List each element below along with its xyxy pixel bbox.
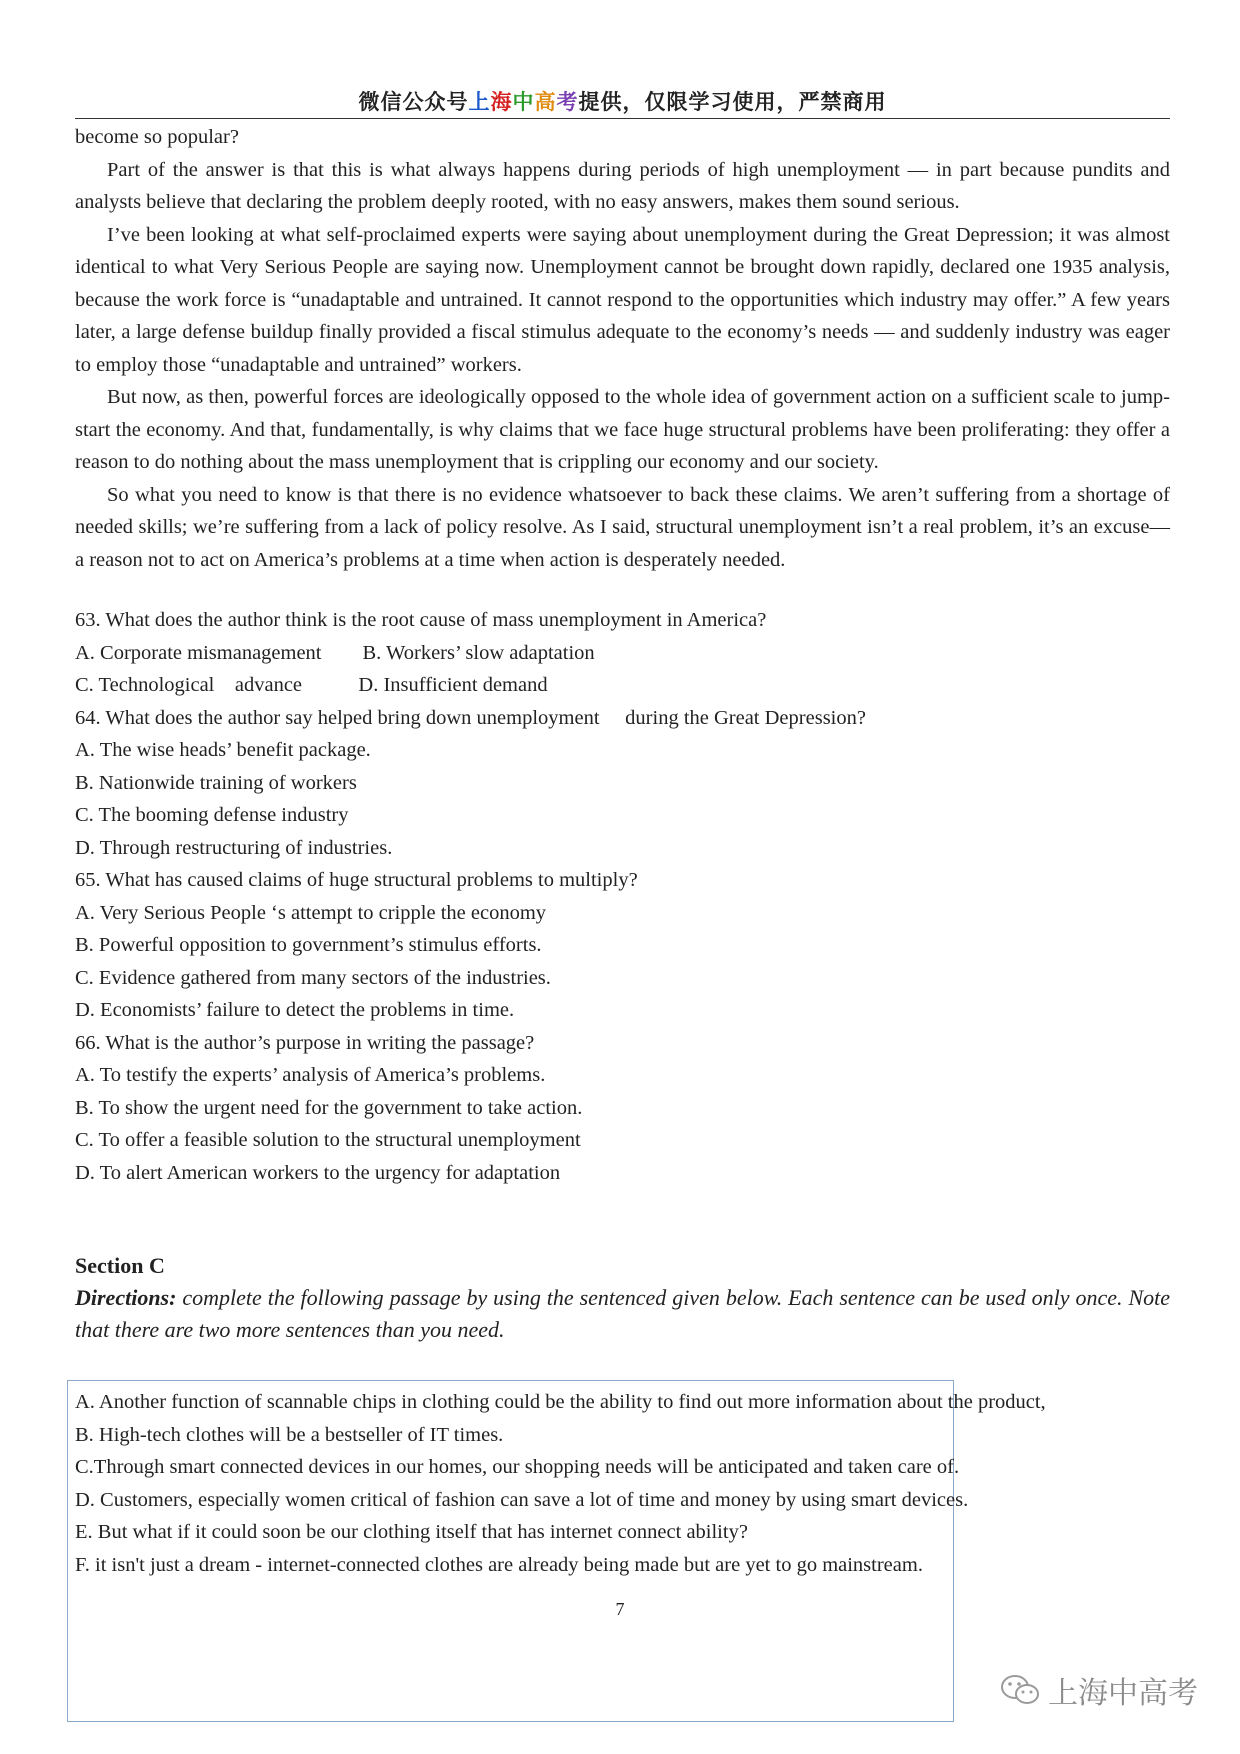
header-brand-char-2: 海: [490, 90, 513, 114]
passage-paragraph: Part of the answer is that this is what always happens during periods of high unemployment — in part because pundits and analysts believe that declaring the problem deeply rooted, with no easy answers, makes them sound serious.: [75, 158, 1170, 213]
question-stem-63: 63. What does the author think is the root cause of mass unemployment in America?: [75, 609, 767, 631]
watermark-text: 上海中高考: [1048, 1676, 1198, 1711]
header-brand-char-1: 上: [468, 90, 491, 114]
reading-passage: [75, 121, 1170, 576]
answer-option: C. The booming defense industry: [75, 804, 349, 826]
answer-option: A. The wise heads’ benefit package.: [75, 739, 371, 761]
page-header: [75, 86, 1170, 116]
answer-option: C. To offer a feasible solution to the structural unemployment: [75, 1129, 581, 1151]
answer-option: B. Nationwide training of workers: [75, 771, 357, 794]
passage-paragraph: But now, as then, powerful forces are ideologically opposed to the whole idea of government action on a sufficient scale to jump-start the economy. And that, fundamentally, is why claims that we face huge structural problems have been proliferating: they offer a reason to do nothing about the mass unemployment that is crippling our economy and our society.: [75, 386, 1170, 473]
header-suffix: 提供，仅限学习使用，严禁商用: [578, 90, 887, 114]
header-brand-char-4: 高: [534, 90, 557, 114]
sentence-option: D. Customers, especially women critical of fashion can save a lot of time and money by using smart devices.: [75, 1488, 969, 1511]
answer-option: A. Very Serious People ‘s attempt to cripple the economy: [75, 901, 547, 924]
section-title: Section C: [75, 1253, 165, 1278]
passage-paragraph: become so popular?: [75, 126, 239, 148]
sentence-options: [75, 1386, 1170, 1581]
wechat-icon: [1000, 1673, 1040, 1707]
section-c: [75, 1250, 1170, 1346]
header-brand-char-5: 考: [556, 90, 579, 114]
directions-text: complete the following passage by using the sentenced given below. Each sentence can be used only once. Note that there are two more sentences than you need.: [75, 1285, 1170, 1342]
answer-option: A. To testify the experts’ analysis of America’s problems.: [75, 1064, 546, 1086]
directions-label: Directions:: [75, 1285, 177, 1310]
header-brand-char-3: 中: [512, 90, 535, 114]
watermark: [1000, 1668, 1198, 1712]
answer-options: A. Corporate mismanagement B. Workers’ slow adaptation: [75, 641, 595, 664]
page-number: 7: [615, 1599, 625, 1619]
section-directions: [75, 1282, 1170, 1346]
sentence-option: B. High-tech clothes will be a bestseller of IT times.: [75, 1423, 504, 1446]
answer-option: C. Evidence gathered from many sectors of the industries.: [75, 966, 551, 989]
question-stem-64: 64. What does the author say helped bring down unemployment during the Great Depression?: [75, 706, 866, 729]
sentence-option: E. But what if it could soon be our clothing itself that has internet connect ability?: [75, 1521, 748, 1543]
question-list: [75, 604, 1170, 1189]
answer-option: D. Economists’ failure to detect the problems in time.: [75, 999, 515, 1021]
answer-option: D. To alert American workers to the urgency for adaptation: [75, 1161, 561, 1184]
sentence-option: C.Through smart connected devices in our homes, our shopping needs will be anticipated and taken care of.: [75, 1456, 960, 1478]
passage-paragraph: I’ve been looking at what self-proclaimed experts were saying about unemployment during the Great Depression; it was almost identical to what Very Serious People are saying now. Unemployment cannot be brought down rapidly, declared one 1935 analysis, because the work force is “unadaptable and untrained. It cannot respond to the opportunities which industry may offer.” A few years later, a large defense buildup finally provided a fiscal stimulus adequate to the economy’s needs — and suddenly industry was eager to employ those “unadaptable and untrained” workers.: [75, 223, 1170, 376]
passage-paragraph: So what you need to know is that there is no evidence whatsoever to back these claims. We aren’t suffering from a shortage of needed skills; we’re suffering from a lack of policy resolve. As I said, structural unemployment isn’t a real problem, it’s an excuse—a reason not to act on America’s problems at a time when action is desperately needed.: [75, 483, 1170, 571]
sentence-option: A. Another function of scannable chips in clothing could be the ability to find out more information about the product,: [75, 1391, 1046, 1413]
answer-option: B. To show the urgent need for the government to take action.: [75, 1096, 583, 1119]
header-rule: [75, 118, 1170, 119]
answer-options: C. Technological advance D. Insufficient demand: [75, 674, 548, 696]
header-prefix: 微信公众号: [358, 90, 469, 114]
answer-option: B. Powerful opposition to government’s stimulus efforts.: [75, 934, 542, 956]
question-stem-66: 66. What is the author’s purpose in writing the passage?: [75, 1031, 535, 1054]
answer-option: D. Through restructuring of industries.: [75, 836, 393, 859]
sentence-option: F. it isn't just a dream - internet-connected clothes are already being made but are yet to go mainstream.: [75, 1553, 923, 1576]
question-stem-65: 65. What has caused claims of huge structural problems to multiply?: [75, 869, 638, 891]
